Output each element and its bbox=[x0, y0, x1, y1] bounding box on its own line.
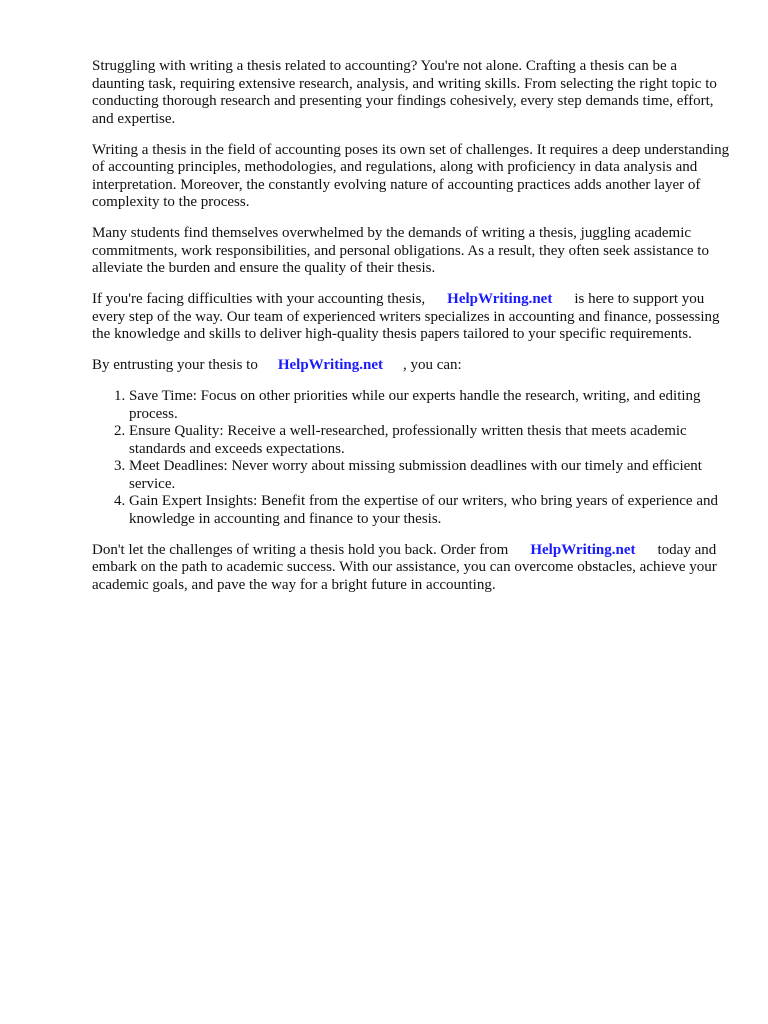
helpwriting-link[interactable]: HelpWriting.net bbox=[530, 541, 636, 558]
overwhelmed-paragraph: Many students find themselves overwhelmed by the demands of writing a thesis, juggling academic commitments, work responsibilities, and personal obligations. As a result, they often seek assistance to alleviate the burden and ensure the quality of their thesis. bbox=[92, 225, 709, 276]
closing-text-before: Don't let the challenges of writing a thesis hold you back. Order from bbox=[92, 541, 509, 558]
entrust-paragraph bbox=[92, 357, 732, 375]
list-item: 3. Meet Deadlines: Never worry about missing submission deadlines with our timely and efficient service. bbox=[129, 458, 732, 493]
challenges-paragraph: Writing a thesis in the field of accounting poses its own set of challenges. It requires a deep understanding of accounting principles, methodologies, and regulations, along with proficiency in data analysis and interpretation. Moreover, the constantly evolving nature of accounting practices adds another layer of complexity to the process. bbox=[92, 141, 730, 210]
document-body bbox=[92, 58, 732, 608]
closing-paragraph bbox=[92, 542, 732, 595]
list-item: 2. Ensure Quality: Receive a well-researched, professionally written thesis that meets academic standards and exceeds expectations. bbox=[129, 423, 732, 458]
closing-text-after: today and embark on the path to academic success. With our assistance, you can overcome obstacles, achieve your academic goals, and pave the way for a bright future in accounting. bbox=[92, 541, 717, 593]
helpwriting-link[interactable]: HelpWriting.net bbox=[447, 291, 553, 307]
support-text-after: is here to support you every step of the way. Our team of experienced writers specializes in accounting and finance, possessing the knowledge and skills to deliver high-quality thesis papers tailored to your specific requirements. bbox=[92, 291, 720, 342]
support-paragraph bbox=[92, 291, 732, 344]
helpwriting-link[interactable]: HelpWriting.net bbox=[277, 357, 383, 373]
entrust-text-after: , you can: bbox=[402, 357, 462, 373]
benefits-list bbox=[92, 388, 732, 528]
intro-paragraph: Struggling with writing a thesis related to accounting? You're not alone. Crafting a thesis can be a daunting task, requiring extensive research, analysis, and writing skills. From selecting the right topic to conducting thorough research and presenting your findings cohesively, every step demands time, effort, and expertise. bbox=[92, 58, 717, 127]
list-item: 1. Save Time: Focus on other priorities while our experts handle the research, writing, and editing process. bbox=[129, 388, 732, 423]
support-text-before: If you're facing difficulties with your accounting thesis, bbox=[92, 291, 426, 307]
entrust-text-before: By entrusting your thesis to bbox=[92, 357, 258, 373]
list-item: 4. Gain Expert Insights: Benefit from the expertise of our writers, who bring years of experience and knowledge in accounting and finance to your thesis. bbox=[129, 493, 732, 528]
